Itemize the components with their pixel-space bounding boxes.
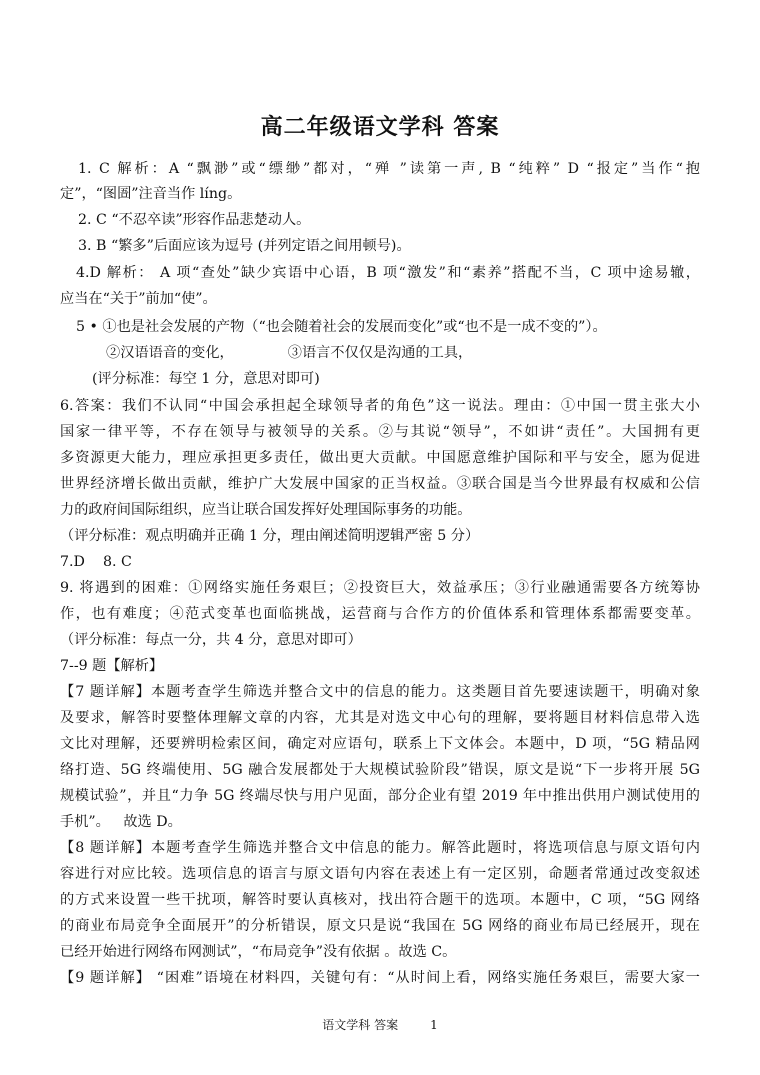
page-title: 高二年级语文学科 答案 — [260, 114, 500, 140]
answer-5-line-1: 5 • ①也是社会发展的产物（“也会随着社会的发展而变化”或“也不是一成不变的”）。 — [76, 319, 607, 335]
analysis-8-line-4: 的商业布局竞争全面展开”的分析错误，原文只是说“我国在 5G 网络的商业布局已经展开，现在 — [60, 918, 700, 934]
footer-page-number: 1 — [430, 1018, 438, 1032]
answer-5-line-2: ②汉语语音的变化， ③语言不仅仅是沟通的工具， — [106, 345, 473, 361]
answer-9-scoring: （评分标准：每点一分，共 4 分，意思对即可） — [60, 632, 362, 648]
analysis-7-line-2: 及要求，解答时要整体理解文章的内容，尤其是对选文中心句的理解，要将题目材料信息带入选 — [60, 710, 700, 726]
analysis-8-line-5: 已经开始进行网络布网测试”，“布局竞争”没有依据 。故选 C。 — [60, 944, 457, 960]
answer-6-line-1: 6.答案：我们不认同“中国会承担起全球领导者的角色”这一说法。理由：①中国一贯主张大小 — [60, 398, 700, 414]
analysis-7-line-6: 手机”。 故选 D。 — [60, 814, 182, 830]
analysis-9-line-1: 【9 题详解】 “困难”语境在材料四，关键句有：“从时间上看，网络实施任务艰巨，需要大家一 — [60, 970, 700, 986]
answer-6-line-2: 国家一律平等，不存在领导与被领导的关系。②与其说“领导”，不如讲“责任”。大国拥有更 — [60, 424, 700, 440]
answer-6-scoring: （评分标准：观点明确并正确 1 分，理由阐述简明逻辑严密 5 分） — [60, 528, 480, 544]
answer-9-line-2: 作，也有难度；④范式变革也面临挑战，运营商与合作方的价值体系和管理体系都需要变革。 — [60, 606, 700, 622]
analysis-8-line-1: 【8 题详解】本题考查学生筛选并整合文中信息的能力。解答此题时，将选项信息与原文语句内 — [60, 840, 700, 856]
analysis-7-line-4: 络打造、5G 终端使用、5G 融合发展都处于大规模试验阶段”错误，原文是说“下一步将开展 5G — [60, 762, 700, 778]
analysis-7-line-1: 【7 题详解】本题考查学生筛选并整合文中的信息的能力。这类题目首先要速读题干，明确对象 — [60, 684, 700, 700]
answer-3: 3. B “繁多”后面应该为逗号 (并列定语之间用顿号)。 — [78, 238, 411, 254]
analysis-8-line-2: 容进行对应比较。选项信息的语言与原文语句内容在表述上有一定区别，命题者常通过改变叙述 — [60, 866, 700, 882]
answer-1-line-1: 1. C 解析：A “飘渺”或“缥缈”都对，“殚 ”读第一声, B “纯粹” D “报定”当作“抱 — [78, 161, 700, 177]
footer-subject: 语文学科 答案 — [322, 1018, 399, 1032]
answer-5-scoring: (评分标准：每空 1 分，意思对即可) — [92, 371, 320, 387]
analysis-7-line-3: 文比对理解，还要辨明检索区间，确定对应语句，联系上下文体会。本题中，D 项，“5G 精品网 — [60, 736, 700, 752]
analysis-heading: 7--9 题【解析】 — [60, 658, 164, 674]
answer-7-8: 7.D 8. C — [60, 554, 132, 570]
answer-2: 2. C “不忍卒读”形容作品悲楚动人。 — [78, 212, 311, 228]
answer-4-line-2: 应当在“关于”前加“使”。 — [60, 291, 217, 307]
answer-6-line-3: 多资源更大能力，理应承担更多责任，做出更大贡献。中国愿意维护国际和平与安全，愿为促进 — [60, 450, 700, 466]
answer-9-line-1: 9. 将遇到的困难：①网络实施任务艰巨；②投资巨大，效益承压；③行业融通需要各方统筹协 — [60, 580, 700, 596]
answer-6-line-5: 力的政府间国际组织，应当让联合国发挥好处理国际事务的功能。 — [60, 502, 472, 518]
analysis-7-line-5: 规模试验”，并且“力争 5G 终端尽快与用户见面，部分企业有望 2019 年中推出供用户测试使用的 — [60, 788, 700, 804]
analysis-8-line-3: 的方式来设置一些干扰项，解答时要认真核对，找出符合题干的选项。本题中，C 项，“5G 网络 — [60, 892, 700, 908]
answer-6-line-4: 世界经济增长做出贡献，维护广大发展中国家的正当权益。③联合国是当今世界最有权威和公信 — [60, 476, 700, 492]
answer-1-line-2: 定”，“图圄”注音当作 líng。 — [60, 186, 242, 202]
page-footer — [0, 1016, 760, 1033]
answer-4-line-1: 4.D 解析： A 项“查处”缺少宾语中心语，B 项“激发”和“素养”搭配不当，C 项中途易辙， — [76, 265, 700, 281]
